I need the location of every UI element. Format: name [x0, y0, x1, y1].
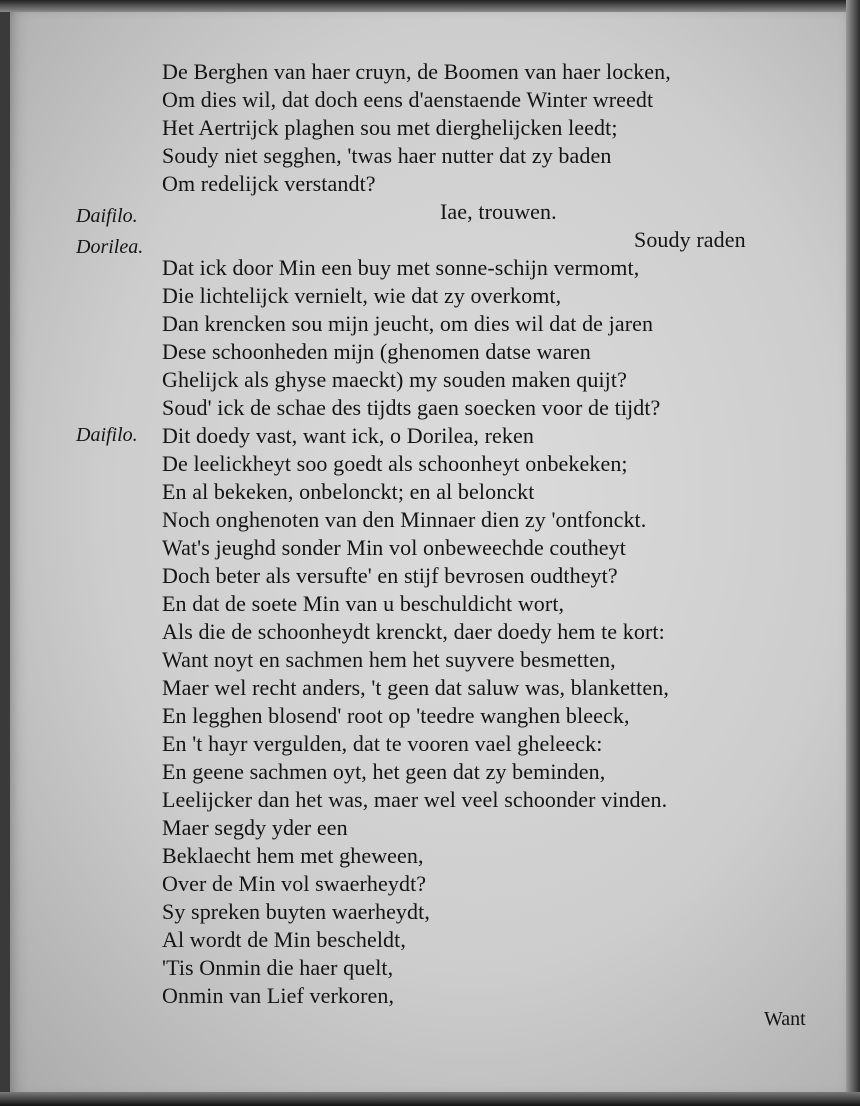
verse-line: En al bekeken, onbelonckt; en al belonckt	[162, 479, 535, 504]
verse-line: Want noyt en sachmen hem het suyvere besmetten,	[162, 647, 616, 672]
page-bottom-edge	[0, 1092, 860, 1106]
verse-line: De Berghen van haer cruyn, de Boomen van haer locken,	[162, 59, 671, 84]
verse-line: Over de Min vol swaerheydt?	[162, 871, 427, 896]
page-binding	[0, 0, 10, 1106]
speaker-daifilo: Daifilo.	[76, 205, 138, 227]
verse-line: Leelijcker dan het was, maer wel veel schoonder vinden.	[162, 787, 668, 812]
verse-line: Maer segdy yder een	[162, 815, 348, 840]
page-top-edge	[0, 0, 860, 12]
verse-line: Dat ick door Min een buy met sonne-schijn vermomt,	[162, 255, 640, 280]
verse-line: Beklaecht hem met gheween,	[162, 843, 424, 868]
verse-line: Doch beter als versufte' en stijf bevrosen oudtheyt?	[162, 563, 618, 588]
verse-line: Dese schoonheden mijn (ghenomen datse waren	[162, 339, 591, 364]
verse-line: En geene sachmen oyt, het geen dat zy beminden,	[162, 759, 606, 784]
speaker-dorilea: Dorilea.	[76, 236, 144, 258]
verse-line: Soudy niet segghen, 'twas haer nutter dat zy baden	[162, 143, 612, 168]
verse-line: 'Tis Onmin die haer quelt,	[162, 955, 394, 980]
verse-line: Als die de schoonheydt krenckt, daer doedy hem te kort:	[162, 619, 665, 644]
verse-line: Om dies wil, dat doch eens d'aenstaende Winter wreedt	[162, 87, 654, 112]
verse-line: Dit doedy vast, want ick, o Dorilea, reken	[162, 423, 534, 448]
verse-line: En dat de soete Min van u beschuldicht wort,	[162, 591, 565, 616]
verse-line: Ghelijck als ghyse maeckt) my souden maken quijt?	[162, 367, 627, 392]
verse-line: En 't hayr vergulden, dat te vooren vael gheleeck:	[162, 731, 603, 756]
verse-line: Al wordt de Min bescheldt,	[162, 927, 406, 952]
verse-line: De leelickheyt soo goedt als schoonheyt onbekeken;	[162, 451, 628, 476]
verse-line: Wat's jeughd sonder Min vol onbeweechde coutheyt	[162, 535, 626, 560]
verse-line: Dan krencken sou mijn jeucht, om dies wil dat de jaren	[162, 311, 654, 336]
verse-line: Soud' ick de schae des tijdts gaen soecken voor de tijdt?	[162, 395, 661, 420]
page-right-edge	[846, 0, 860, 1106]
verse-line: Noch onghenoten van den Minnaer dien zy 'ontfonckt.	[162, 507, 647, 532]
verse-line: Sy spreken buyten waerheydt,	[162, 899, 430, 924]
verse-line: Onmin van Lief verkoren,	[162, 983, 395, 1008]
verse-line: Maer wel recht anders, 't geen dat saluw was, blanketten,	[162, 675, 669, 700]
verse-line: Die lichtelijck vernielt, wie dat zy overkomt,	[162, 283, 562, 308]
speaker-daifilo: Daifilo.	[76, 424, 138, 446]
catchword: Want	[764, 1008, 806, 1030]
verse-line: Soudy raden	[634, 227, 746, 252]
verse-line: Iae, trouwen.	[440, 199, 557, 224]
verse-line: En legghen blosend' root op 'teedre wanghen bleeck,	[162, 703, 630, 728]
verse-line: Om redelijck verstandt?	[162, 171, 376, 196]
verse-line: Het Aertrijck plaghen sou met dierghelijcken leedt;	[162, 115, 618, 140]
